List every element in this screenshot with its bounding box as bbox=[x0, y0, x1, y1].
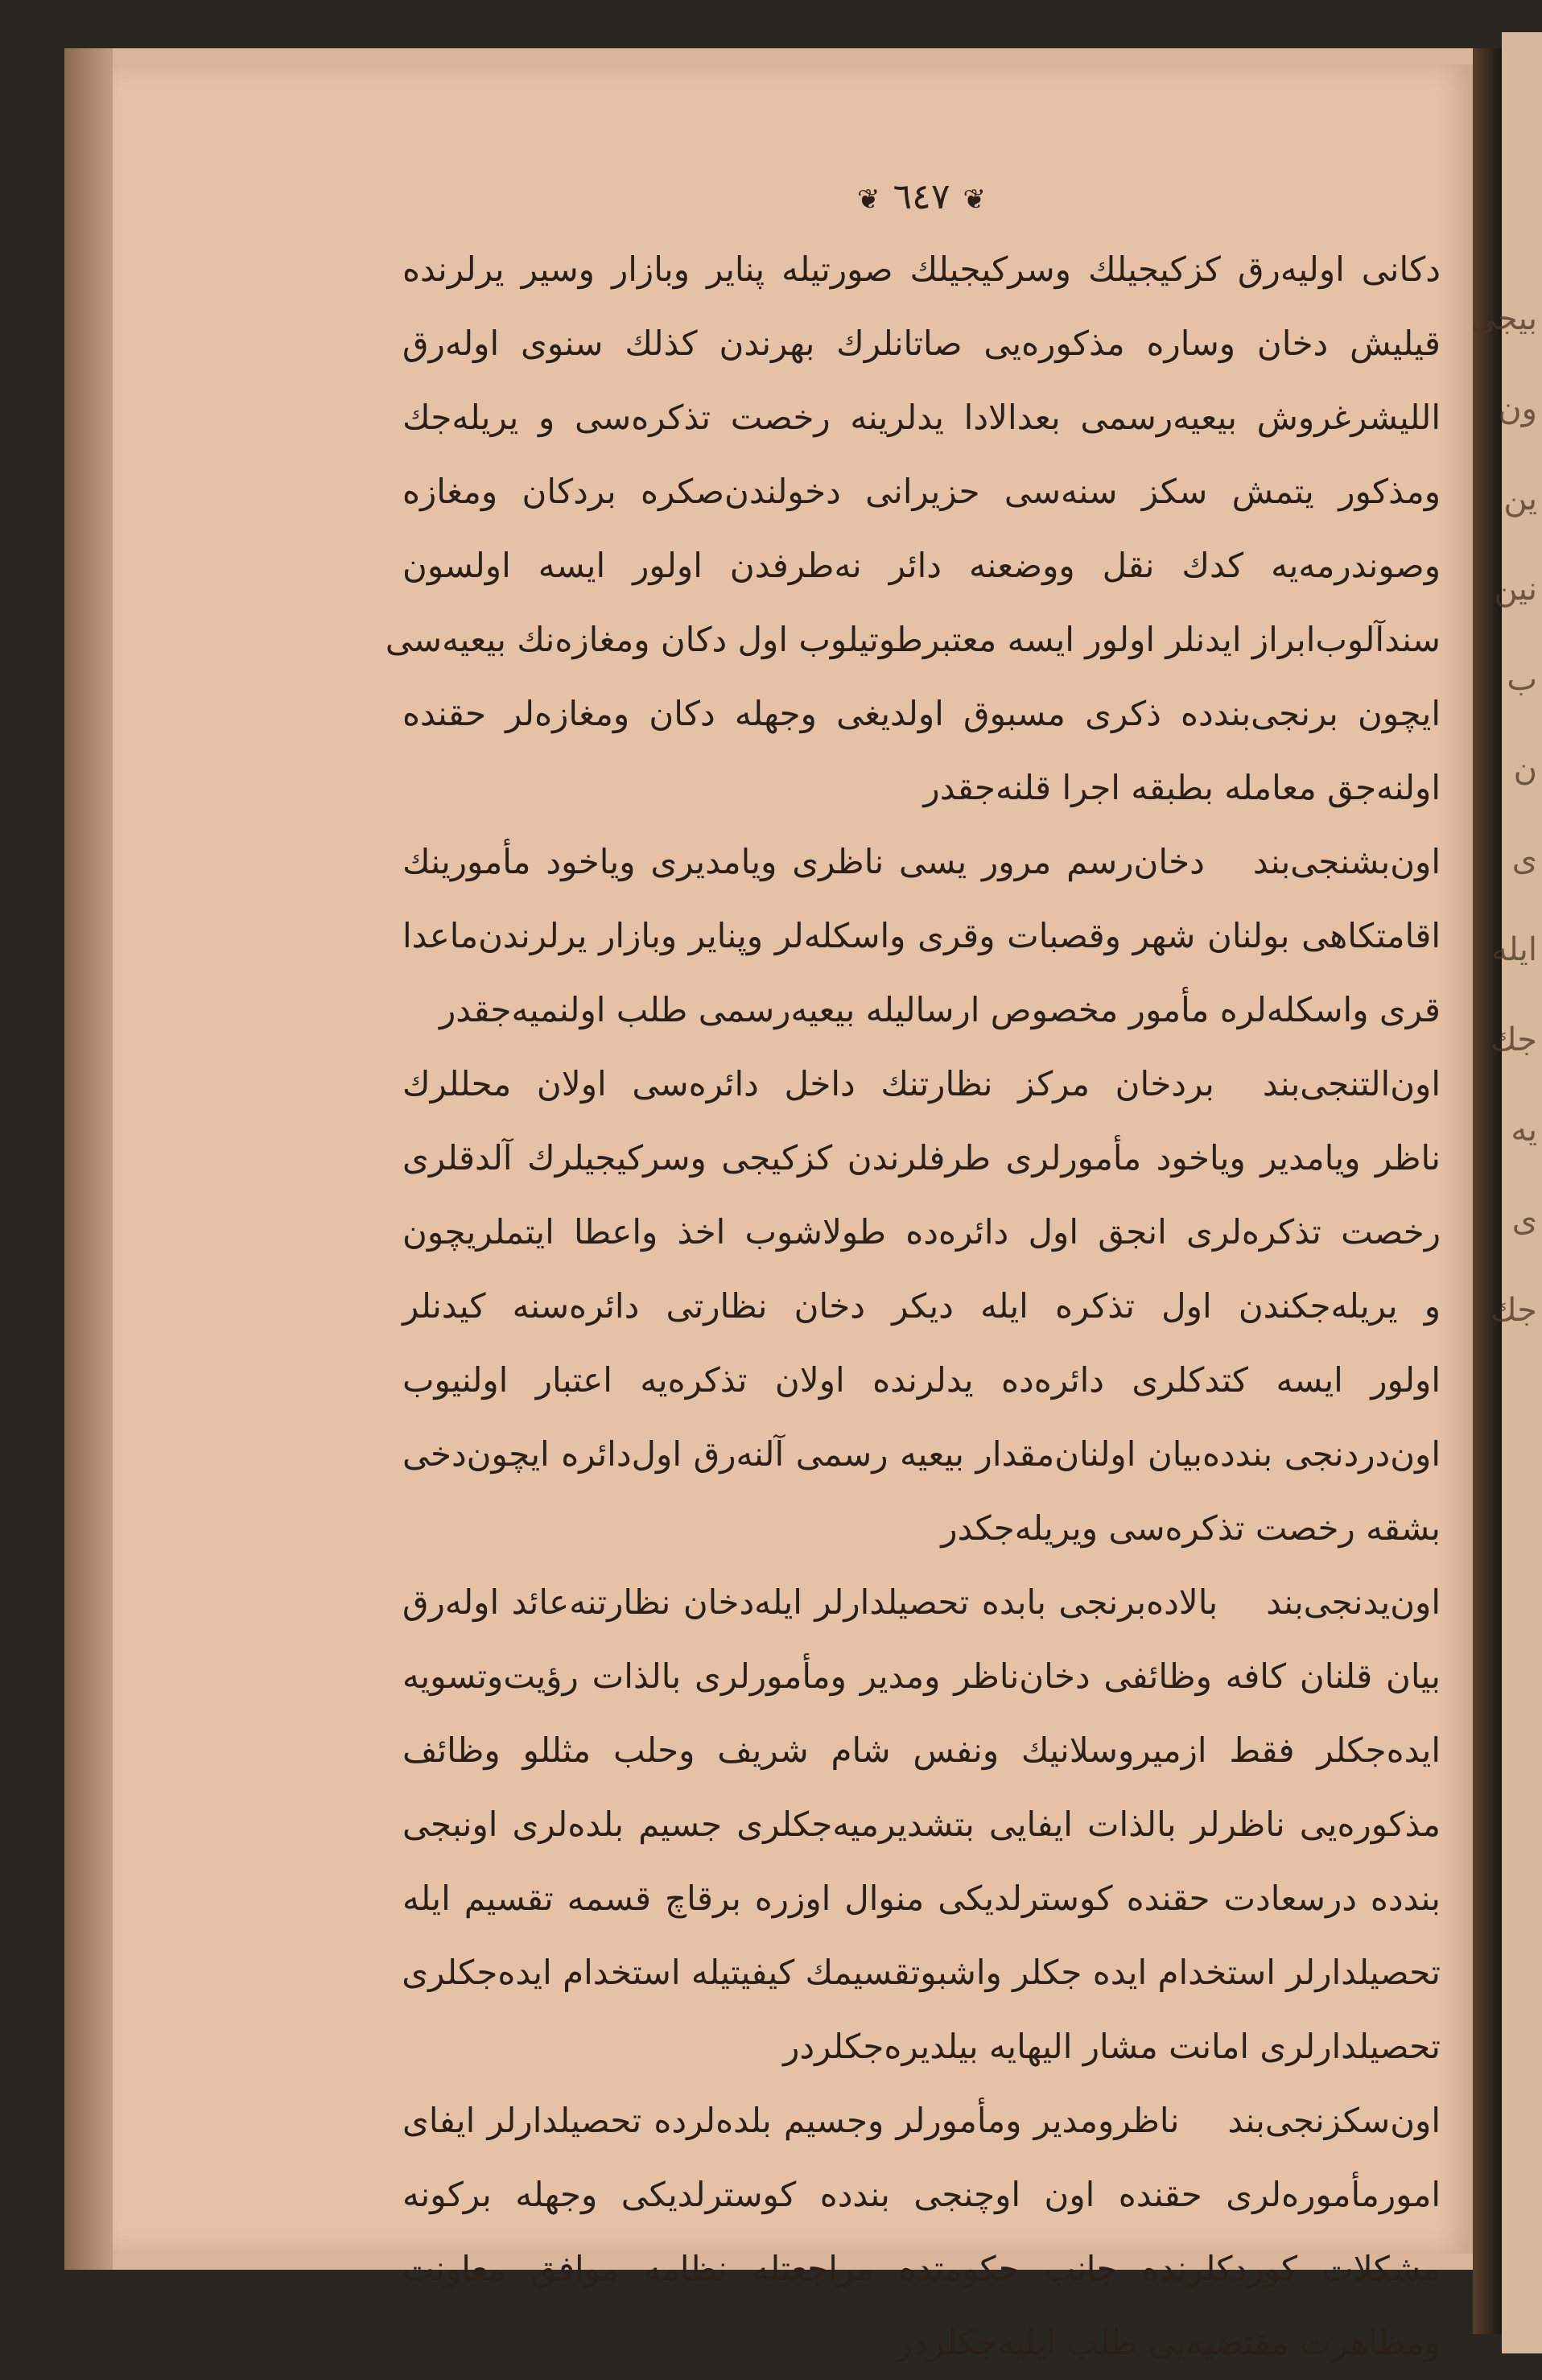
text-line: اللیشرغروش بیعیه‌رسمی بعدالادا یدلرینه رخصت تذکره‌سی و یریله‌جك bbox=[402, 398, 1441, 437]
text-line: رخصت تذکره‌لری انجق اول دائره‌ده طولاشوب اخذ واعطا ایتملریچون bbox=[402, 1212, 1441, 1252]
page-gutter-edge bbox=[64, 48, 113, 2270]
page-number-header bbox=[402, 169, 1441, 228]
text-line: و یریله‌جکندن اول تذکره ایله دیکر دخان نظارتی دائره‌سنه کیدنلر bbox=[402, 1286, 1441, 1326]
text-line: قیلیش دخان وساره مذکوره‌یی صاتانلرك بهرندن کذلك سنوی اوله‌رق bbox=[402, 324, 1441, 363]
text-line: سندآلوب‌ابراز ایدنلر اولور ایسه معتبرطوتیلوب اول دکان ومغازه‌نك بیعیه‌سی bbox=[385, 620, 1441, 659]
text-line: بندده درسعادت حقنده کوسترلدیکی منوال اوزره برقاچ قسمه تقسیم ایله bbox=[402, 1879, 1441, 1918]
text-line: بیان قلنان کافه وظائفی دخان‌ناظر ومدیر ومأمورلری بالذات رؤیت‌وتسویه bbox=[402, 1656, 1441, 1696]
ornament-left: ❦ bbox=[857, 184, 880, 216]
ornament-right: ❦ bbox=[963, 184, 986, 216]
text-line: اولور ایسه کتدکلری دائره‌ده یدلرنده اولان تذکره‌یه اعتبار اولنیوب bbox=[402, 1360, 1441, 1400]
text-line: دکانی اولیه‌رق کزکیجیلك وسرکیجیلك صورتیله پنایر وبازار وسیر یرلرنده bbox=[402, 250, 1441, 289]
text-line bbox=[402, 2084, 1441, 2158]
text-line bbox=[402, 1565, 1441, 1640]
text-line: تحصیلدارلر استخدام اید‌ه جکلر واشبوتقسیمك کیفیتیله استخدام ایده‌جکلری bbox=[402, 1953, 1441, 1992]
article-text: بالاده‌برنجی بابده تحصیلدارلر ایله‌دخان نظارتنه‌عائد اوله‌رق bbox=[402, 1582, 1218, 1622]
text-line: مذکوره‌یی ناظرلر بالذات ایفایی بتشدیرمیه‌جکلری جسیم بلده‌لری اونبجی bbox=[402, 1805, 1441, 1844]
text-line: اون‌دردنجی بندده‌بیان اولنان‌مقدار بیعیه رسمی آلنه‌رق اول‌دائره ایچون‌دخی bbox=[402, 1434, 1441, 1474]
text-line: اولنه‌جق معامله بطبقه اجرا قلنه‌جقدر bbox=[923, 768, 1441, 807]
text-line bbox=[402, 1047, 1441, 1121]
article-heading: اون‌بشنجی‌بند bbox=[1252, 842, 1441, 881]
text-line: قری واسکله‌لره مأمور مخصوص ارسالیله بیعیه‌رسمی طلب اولنمیه‌جقدر bbox=[439, 990, 1441, 1029]
article-heading: اون‌التنجی‌بند bbox=[1262, 1064, 1441, 1103]
article-text: ناظرومدیر ومأمورلر وجسیم بلده‌لرده تحصیلدارلر ایفای bbox=[402, 2101, 1180, 2140]
text-line: ناظر ویامدیر ویاخود مأمورلری طرفلرندن کزکیجی وسرکیجیلرك آلدقلری bbox=[402, 1138, 1441, 1178]
text-line: ومذکور یتمش سکز سنه‌سی حزیرانی دخولندن‌صکره بردکان ومغازه bbox=[402, 472, 1441, 511]
text-lines bbox=[385, 233, 1441, 2380]
page-number: ٦٤٧ bbox=[893, 176, 950, 217]
next-page-text-fragments: بیجی ون ین نین ب ن ی ایله جك یه ی جك bbox=[1470, 300, 1537, 1329]
text-line: بشقه رخصت تذکره‌سی ویریله‌جکدر bbox=[941, 1508, 1441, 1548]
text-line: وصوندرمه‌یه کدك نقل ووضعنه دائر نه‌طرفدن اولور ایسه اولسون bbox=[402, 546, 1441, 585]
next-page-edge bbox=[1470, 32, 1542, 2353]
article-heading: اون‌سکزنجی‌بند bbox=[1227, 2101, 1441, 2140]
text-line: اقامتکاهی بولنان شهر وقصبات وقری واسکله‌لر وپنایر وبازار یرلرندن‌ماعدا bbox=[402, 916, 1441, 955]
text-line: امورمأموره‌لری حقنده اون اوچنجی بندده کوسترلدیکی وجهله برکونه bbox=[402, 2175, 1441, 2214]
article-heading: اون‌یدنجی‌بند bbox=[1266, 1582, 1441, 1622]
page-text bbox=[385, 169, 1441, 2380]
article-text: دخان‌رسم مرور یسی ناظری ویامدیری ویاخود مأمورینك bbox=[402, 842, 1205, 881]
text-line: تحصیلدارلری امانت مشار الیهایه بیلدیره‌جکلردر bbox=[783, 2027, 1441, 2066]
text-line: ومظاهرت مقتضیه‌یی طلب ایلیه‌جکلردر bbox=[897, 2323, 1441, 2362]
text-line: ایچون برنجی‌بندده ذکری مسبوق اولدیغی وجهله دکان ومغازه‌لر حقنده bbox=[402, 694, 1441, 733]
text-line: مشکلات کوردکلرنده جانب حکومتده مراجعتله نظامه موافق معاونت bbox=[402, 2249, 1441, 2288]
article-text: بردخان مرکز نظارتنك داخل دائره‌سی اولان محللرك bbox=[402, 1064, 1214, 1103]
text-line: ایده‌جکلر فقط ازمیروسلانیك ونفس شام شریف وحلب مثللو وظائف bbox=[402, 1730, 1441, 1770]
text-line bbox=[402, 825, 1441, 899]
